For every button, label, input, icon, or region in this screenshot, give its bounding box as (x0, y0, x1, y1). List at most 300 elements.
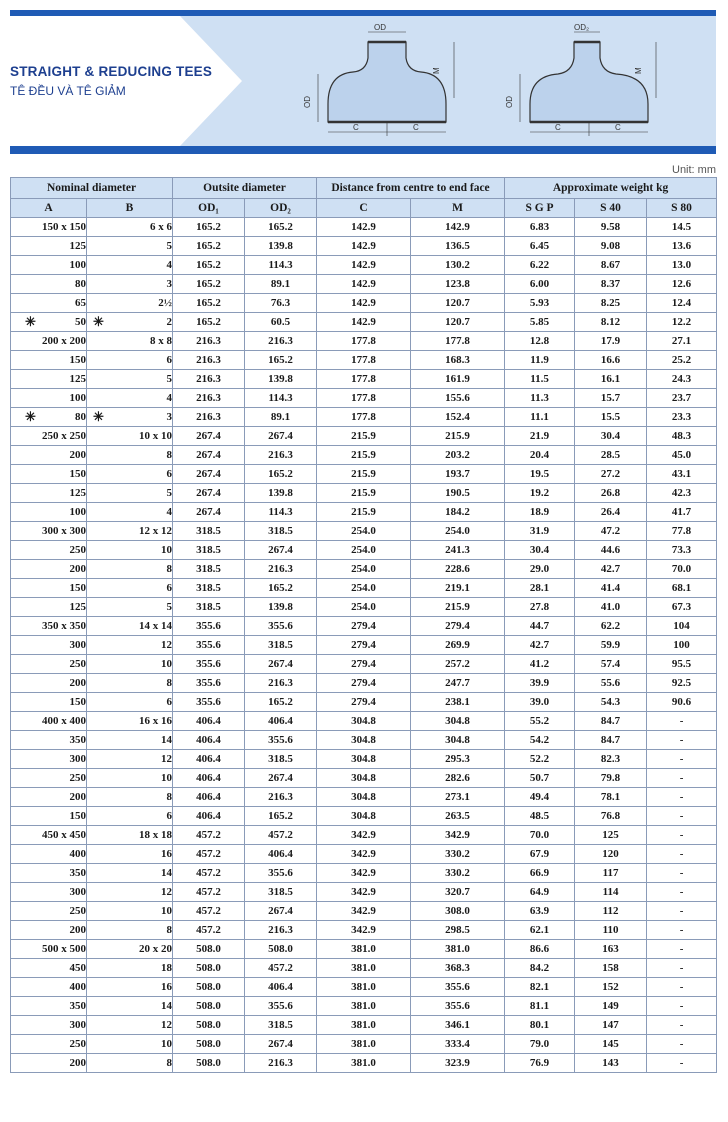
cell-sgp: 29.0 (505, 560, 575, 579)
cell-a-value: 150 (69, 696, 86, 708)
cell-sgp: 82.1 (505, 978, 575, 997)
cell-od2: 267.4 (245, 1035, 317, 1054)
cell-s80: 45.0 (647, 446, 717, 465)
cell-b-value: 5 (166, 240, 173, 252)
table-row (11, 883, 717, 902)
cell-od2: 406.4 (245, 845, 317, 864)
cell-od1: 508.0 (173, 959, 245, 978)
table-row (11, 256, 717, 275)
cell-sgp: 79.0 (505, 1035, 575, 1054)
cell-m: 333.4 (411, 1035, 505, 1054)
cell-od1: 318.5 (173, 598, 245, 617)
cell-s40: 15.5 (575, 408, 647, 427)
col-c-header: C (317, 199, 411, 218)
cell-a (11, 997, 87, 1016)
cell-b (87, 522, 173, 541)
cell-b (87, 750, 173, 769)
cell-b-value: 4 (166, 259, 173, 271)
cell-s80: - (647, 1054, 717, 1073)
cell-sgp: 41.2 (505, 655, 575, 674)
cell-b (87, 256, 173, 275)
cell-c: 177.8 (317, 351, 411, 370)
cell-od2: 114.3 (245, 503, 317, 522)
cell-b (87, 845, 173, 864)
cell-sgp: 86.6 (505, 940, 575, 959)
cell-a-value: 200 (69, 924, 86, 936)
cell-a (11, 313, 87, 332)
cell-a (11, 408, 87, 427)
cell-b (87, 579, 173, 598)
cell-od2: 139.8 (245, 484, 317, 503)
cell-b-value: 6 x 6 (150, 221, 173, 233)
cell-od2: 406.4 (245, 978, 317, 997)
cell-od1: 216.3 (173, 332, 245, 351)
cell-s40: 76.8 (575, 807, 647, 826)
cell-s40: 55.6 (575, 674, 647, 693)
table-row (11, 921, 717, 940)
cell-od2: 267.4 (245, 655, 317, 674)
cell-b (87, 446, 173, 465)
cell-m: 381.0 (411, 940, 505, 959)
cell-s80: 68.1 (647, 579, 717, 598)
cell-od2: 355.6 (245, 731, 317, 750)
cell-b (87, 902, 173, 921)
cell-od2: 355.6 (245, 997, 317, 1016)
cell-b-value: 6 (166, 354, 173, 366)
cell-od1: 457.2 (173, 902, 245, 921)
cell-a (11, 921, 87, 940)
cell-a (11, 712, 87, 731)
cell-m: 190.5 (411, 484, 505, 503)
asterisk-icon: ✳ (93, 314, 104, 329)
col-m-header: M (411, 199, 505, 218)
cell-b-value: 14 (161, 734, 173, 746)
cell-sgp: 21.9 (505, 427, 575, 446)
cell-od1: 318.5 (173, 522, 245, 541)
cell-od2: 114.3 (245, 256, 317, 275)
cell-b (87, 693, 173, 712)
table-row (11, 484, 717, 503)
cell-b-value: 3 (166, 411, 173, 423)
cell-s80: 41.7 (647, 503, 717, 522)
cell-a-value: 200 x 200 (42, 335, 86, 347)
cell-s80: 92.5 (647, 674, 717, 693)
cell-s40: 145 (575, 1035, 647, 1054)
cell-b-value: 5 (166, 373, 173, 385)
cell-od1: 165.2 (173, 275, 245, 294)
cell-b-value: 8 (166, 1057, 173, 1069)
tee-spec-table (10, 177, 717, 1073)
cell-c: 142.9 (317, 256, 411, 275)
cell-s40: 147 (575, 1016, 647, 1035)
nominal-diameter-header: Nominal diameter (11, 178, 173, 199)
cell-s40: 125 (575, 826, 647, 845)
cell-m: 298.5 (411, 921, 505, 940)
cell-od2: 114.3 (245, 389, 317, 408)
cell-b-value: 12 (161, 1019, 173, 1031)
cell-b-value: 16 (161, 981, 173, 993)
cell-s40: 117 (575, 864, 647, 883)
cell-a-value: 250 (69, 1038, 86, 1050)
cell-b-value: 8 (166, 677, 173, 689)
cell-sgp: 6.22 (505, 256, 575, 275)
cell-c: 342.9 (317, 902, 411, 921)
cell-a-value: 250 (69, 658, 86, 670)
cell-a-value: 65 (75, 297, 86, 309)
cell-s40: 62.2 (575, 617, 647, 636)
cell-c: 381.0 (317, 997, 411, 1016)
cell-a-value: 125 (69, 373, 86, 385)
cell-a (11, 978, 87, 997)
cell-b-value: 3 (166, 278, 173, 290)
cell-a-value: 200 (69, 677, 86, 689)
cell-sgp: 44.7 (505, 617, 575, 636)
cell-c: 142.9 (317, 218, 411, 237)
cell-s80: - (647, 1035, 717, 1054)
c-right-label: C (413, 123, 419, 132)
reducing-tee-diagram (500, 22, 670, 140)
cell-od1: 457.2 (173, 845, 245, 864)
cell-b-value: 18 (161, 962, 173, 974)
cell-s40: 9.08 (575, 237, 647, 256)
cell-sgp: 50.7 (505, 769, 575, 788)
cell-s80: 73.3 (647, 541, 717, 560)
cell-od1: 165.2 (173, 294, 245, 313)
cell-m: 279.4 (411, 617, 505, 636)
cell-od2: 406.4 (245, 712, 317, 731)
cell-c: 215.9 (317, 465, 411, 484)
cell-a (11, 560, 87, 579)
cell-od1: 457.2 (173, 864, 245, 883)
cell-m: 355.6 (411, 997, 505, 1016)
cell-s40: 8.37 (575, 275, 647, 294)
cell-m: 184.2 (411, 503, 505, 522)
table-row (11, 636, 717, 655)
cell-a-value: 400 (69, 981, 86, 993)
cell-s80: - (647, 921, 717, 940)
cell-m: 155.6 (411, 389, 505, 408)
cell-c: 342.9 (317, 883, 411, 902)
cell-s40: 143 (575, 1054, 647, 1073)
cell-s80: 100 (647, 636, 717, 655)
cell-s80: 27.1 (647, 332, 717, 351)
cell-m: 282.6 (411, 769, 505, 788)
cell-b-value: 10 (161, 544, 173, 556)
cell-b-value: 8 x 8 (150, 335, 173, 347)
table-row (11, 731, 717, 750)
cell-s80: 77.8 (647, 522, 717, 541)
cell-m: 123.8 (411, 275, 505, 294)
cell-sgp: 19.2 (505, 484, 575, 503)
cell-s80: 12.6 (647, 275, 717, 294)
cell-b (87, 788, 173, 807)
cell-s40: 57.4 (575, 655, 647, 674)
cell-b (87, 826, 173, 845)
cell-c: 254.0 (317, 560, 411, 579)
od2-label: OD₂ (574, 23, 590, 32)
cell-od2: 165.2 (245, 218, 317, 237)
cell-c: 342.9 (317, 921, 411, 940)
cell-od1: 165.2 (173, 218, 245, 237)
table-row (11, 465, 717, 484)
cell-s80: 23.3 (647, 408, 717, 427)
cell-b-value: 10 (161, 772, 173, 784)
table-body (11, 218, 717, 1073)
cell-sgp: 62.1 (505, 921, 575, 940)
col-b-header: B (87, 199, 173, 218)
cell-b-value: 6 (166, 582, 173, 594)
cell-a (11, 807, 87, 826)
table-row (11, 389, 717, 408)
cell-sgp: 55.2 (505, 712, 575, 731)
cell-od1: 355.6 (173, 674, 245, 693)
cell-b (87, 769, 173, 788)
cell-s80: 95.5 (647, 655, 717, 674)
cell-b-value: 20 x 20 (139, 943, 173, 955)
cell-a-value: 150 (69, 468, 86, 480)
cell-s40: 44.6 (575, 541, 647, 560)
cell-a-value: 100 (69, 392, 86, 404)
cell-od1: 508.0 (173, 940, 245, 959)
table-row (11, 788, 717, 807)
cell-m: 161.9 (411, 370, 505, 389)
cell-b (87, 294, 173, 313)
cell-s40: 59.9 (575, 636, 647, 655)
cell-b (87, 1016, 173, 1035)
cell-c: 177.8 (317, 332, 411, 351)
cell-s80: 104 (647, 617, 717, 636)
asterisk-icon: ✳ (25, 409, 36, 424)
table-row (11, 313, 717, 332)
cell-a-value: 250 (69, 772, 86, 784)
cell-s80: - (647, 826, 717, 845)
table-row (11, 959, 717, 978)
c-left-label: C (555, 123, 561, 132)
cell-m: 330.2 (411, 845, 505, 864)
cell-b-value: 6 (166, 696, 173, 708)
cell-c: 215.9 (317, 484, 411, 503)
cell-od1: 508.0 (173, 978, 245, 997)
cell-c: 142.9 (317, 294, 411, 313)
cell-sgp: 6.83 (505, 218, 575, 237)
table-row (11, 579, 717, 598)
cell-m: 120.7 (411, 294, 505, 313)
cell-od1: 355.6 (173, 636, 245, 655)
cell-sgp: 12.8 (505, 332, 575, 351)
cell-a (11, 1016, 87, 1035)
cell-a (11, 294, 87, 313)
cell-b (87, 940, 173, 959)
cell-m: 168.3 (411, 351, 505, 370)
cell-c: 254.0 (317, 598, 411, 617)
cell-c: 381.0 (317, 1054, 411, 1073)
cell-od2: 165.2 (245, 465, 317, 484)
cell-s80: - (647, 750, 717, 769)
cell-sgp: 31.9 (505, 522, 575, 541)
cell-a (11, 446, 87, 465)
table-row (11, 655, 717, 674)
cell-b-value: 12 x 12 (139, 525, 173, 537)
cell-b (87, 712, 173, 731)
cell-od1: 216.3 (173, 370, 245, 389)
cell-c: 215.9 (317, 446, 411, 465)
cell-od1: 406.4 (173, 807, 245, 826)
col-sgp-header: S G P (505, 199, 575, 218)
sub-header-row (11, 199, 717, 218)
table-row (11, 446, 717, 465)
cell-od2: 216.3 (245, 446, 317, 465)
cell-m: 142.9 (411, 218, 505, 237)
cell-b-value: 6 (166, 810, 173, 822)
cell-b-value: 16 (161, 848, 173, 860)
cell-b-value: 8 (166, 924, 173, 936)
cell-m: 130.2 (411, 256, 505, 275)
table-row (11, 218, 717, 237)
cell-b (87, 997, 173, 1016)
cell-s80: - (647, 864, 717, 883)
cell-od1: 406.4 (173, 731, 245, 750)
cell-m: 228.6 (411, 560, 505, 579)
cell-s80: - (647, 940, 717, 959)
cell-a (11, 636, 87, 655)
cell-c: 304.8 (317, 788, 411, 807)
cell-a-value: 200 (69, 449, 86, 461)
cell-m: 346.1 (411, 1016, 505, 1035)
cell-b-value: 8 (166, 563, 173, 575)
cell-b (87, 275, 173, 294)
cell-a-value: 250 (69, 544, 86, 556)
cell-od2: 216.3 (245, 560, 317, 579)
cell-m: 320.7 (411, 883, 505, 902)
cell-od2: 318.5 (245, 883, 317, 902)
cell-sgp: 49.4 (505, 788, 575, 807)
table-row (11, 351, 717, 370)
od-label: OD (374, 23, 386, 32)
cell-m: 247.7 (411, 674, 505, 693)
cell-s80: 24.3 (647, 370, 717, 389)
cell-a-value: 450 x 450 (42, 829, 86, 841)
table-row (11, 1035, 717, 1054)
cell-c: 342.9 (317, 864, 411, 883)
cell-od2: 318.5 (245, 636, 317, 655)
cell-b-value: 14 x 14 (139, 620, 173, 632)
cell-a (11, 788, 87, 807)
od-side-label: OD (303, 96, 312, 108)
cell-od1: 355.6 (173, 693, 245, 712)
cell-od1: 508.0 (173, 997, 245, 1016)
cell-sgp: 27.8 (505, 598, 575, 617)
cell-od2: 165.2 (245, 693, 317, 712)
cell-od2: 165.2 (245, 351, 317, 370)
cell-a (11, 1054, 87, 1073)
cell-s40: 149 (575, 997, 647, 1016)
cell-od2: 318.5 (245, 1016, 317, 1035)
m-label: M (634, 67, 643, 74)
cell-od2: 355.6 (245, 617, 317, 636)
cell-od1: 165.2 (173, 256, 245, 275)
weight-header: Approximate weight kg (505, 178, 717, 199)
cell-m: 355.6 (411, 978, 505, 997)
cell-a-value: 300 (69, 639, 86, 651)
cell-od1: 508.0 (173, 1035, 245, 1054)
table-row (11, 522, 717, 541)
cell-a (11, 845, 87, 864)
cell-od1: 508.0 (173, 1016, 245, 1035)
cell-m: 308.0 (411, 902, 505, 921)
cell-m: 273.1 (411, 788, 505, 807)
cell-s40: 26.4 (575, 503, 647, 522)
cell-a-value: 150 (69, 582, 86, 594)
cell-s40: 79.8 (575, 769, 647, 788)
cell-a (11, 769, 87, 788)
cell-b (87, 807, 173, 826)
cell-c: 342.9 (317, 826, 411, 845)
cell-od1: 267.4 (173, 427, 245, 446)
cell-b-value: 5 (166, 601, 173, 613)
cell-c: 142.9 (317, 275, 411, 294)
col-od2-header: OD₂ (245, 199, 317, 218)
cell-c: 215.9 (317, 427, 411, 446)
cell-s80: - (647, 807, 717, 826)
cell-a (11, 731, 87, 750)
cell-m: 215.9 (411, 427, 505, 446)
cell-od1: 165.2 (173, 237, 245, 256)
cell-b (87, 389, 173, 408)
cell-s80: 12.4 (647, 294, 717, 313)
cell-c: 254.0 (317, 579, 411, 598)
table-row (11, 902, 717, 921)
col-s40-header: S 40 (575, 199, 647, 218)
cell-sgp: 52.2 (505, 750, 575, 769)
cell-b-value: 4 (166, 506, 173, 518)
cell-od1: 165.2 (173, 313, 245, 332)
cell-s80: - (647, 883, 717, 902)
cell-od1: 457.2 (173, 883, 245, 902)
cell-od2: 216.3 (245, 1054, 317, 1073)
unit-label: Unit: mm (672, 164, 716, 176)
cell-b (87, 674, 173, 693)
page-title: STRAIGHT & REDUCING TEES (10, 64, 213, 79)
cell-a-value: 150 x 150 (42, 221, 86, 233)
cell-s80: 48.3 (647, 427, 717, 446)
cell-b (87, 959, 173, 978)
cell-a-value: 350 (69, 867, 86, 879)
cell-a-value: 500 x 500 (42, 943, 86, 955)
cell-a (11, 617, 87, 636)
cell-b (87, 313, 173, 332)
cell-s80: - (647, 1016, 717, 1035)
cell-a (11, 598, 87, 617)
cell-b (87, 636, 173, 655)
cell-od1: 355.6 (173, 655, 245, 674)
cell-s40: 8.67 (575, 256, 647, 275)
cell-c: 304.8 (317, 750, 411, 769)
cell-b (87, 541, 173, 560)
table-row (11, 275, 717, 294)
cell-s40: 9.58 (575, 218, 647, 237)
cell-c: 254.0 (317, 541, 411, 560)
cell-b (87, 655, 173, 674)
cell-sgp: 30.4 (505, 541, 575, 560)
cell-sgp: 39.9 (505, 674, 575, 693)
cell-a-value: 400 x 400 (42, 715, 86, 727)
cell-a-value: 300 (69, 753, 86, 765)
cell-od2: 267.4 (245, 902, 317, 921)
cell-b (87, 978, 173, 997)
cell-c: 142.9 (317, 313, 411, 332)
cell-sgp: 19.5 (505, 465, 575, 484)
cell-od1: 406.4 (173, 750, 245, 769)
